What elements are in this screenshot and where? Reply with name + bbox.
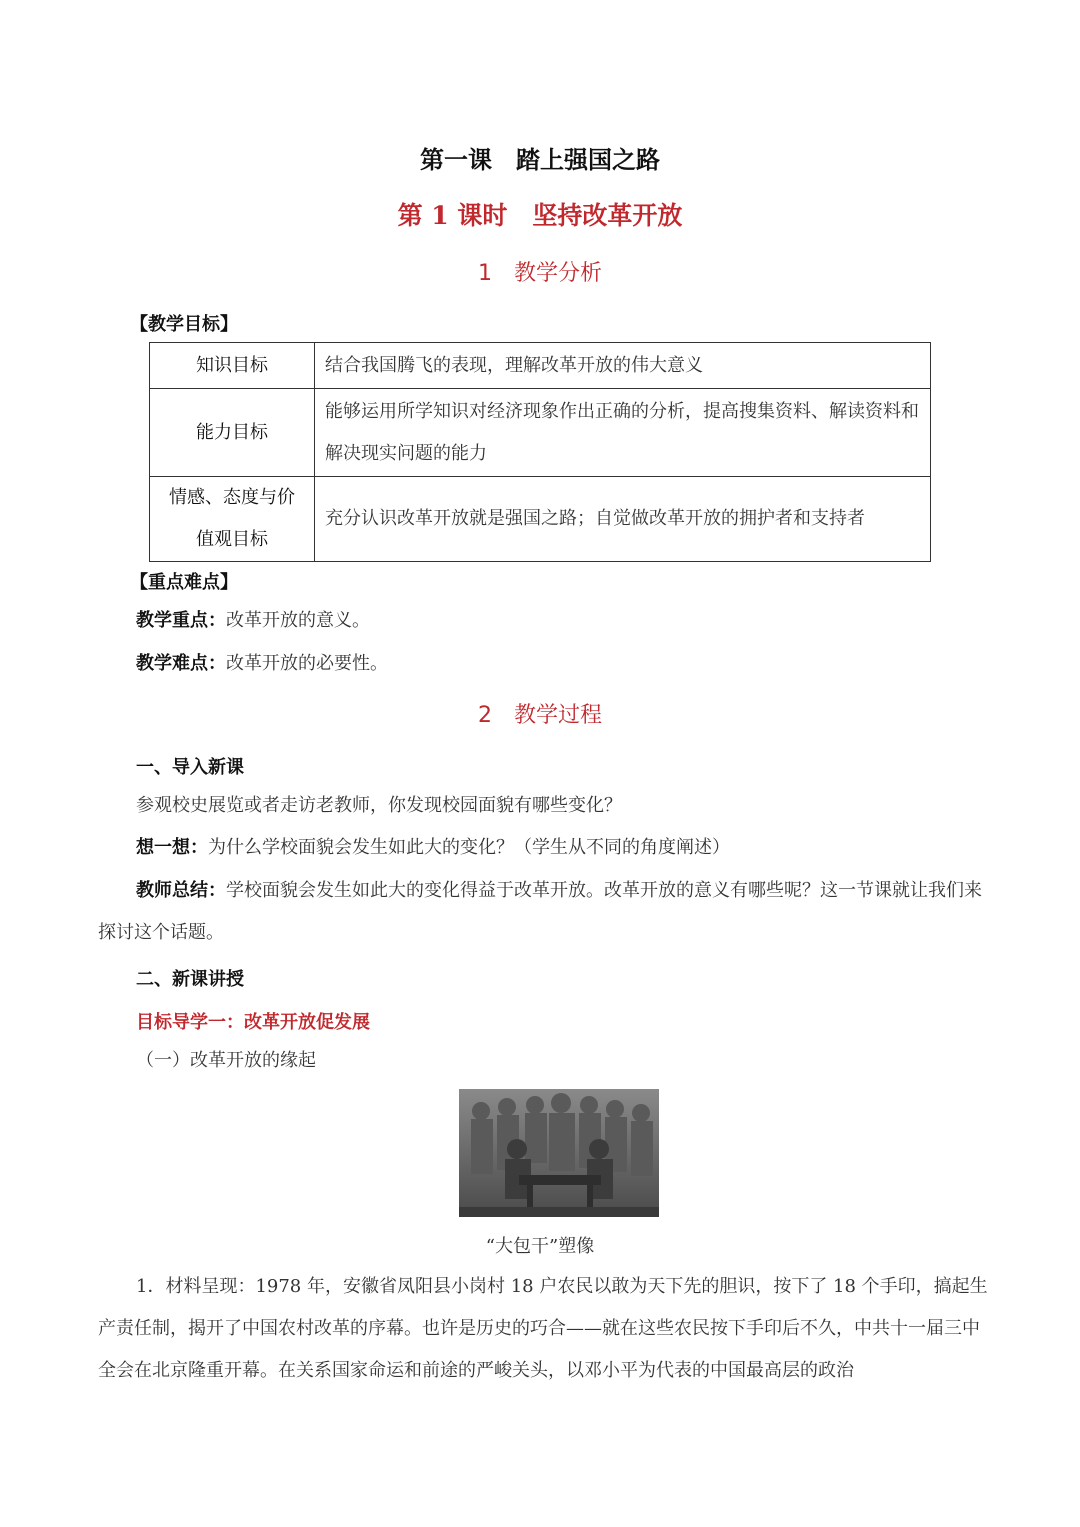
teacher-text: 学校面貌会发生如此大的变化得益于改革开放。改革开放的意义有哪些呢？这一节课就让我们来探讨这个话题。 bbox=[98, 880, 982, 943]
table-row bbox=[150, 389, 931, 477]
section-process-heading: 2 教学过程 bbox=[478, 703, 602, 728]
difficulty-line bbox=[136, 643, 388, 685]
lesson-subtitle: 第 1 课时 坚持改革开放 bbox=[397, 201, 683, 230]
section-analysis-heading: 1 教学分析 bbox=[478, 261, 602, 286]
think-text: 为什么学校面貌会发生如此大的变化？（学生从不同的角度阐述） bbox=[208, 837, 730, 858]
goal-key: 能力目标 bbox=[150, 389, 315, 477]
goal-value: 结合我国腾飞的表现，理解改革开放的伟大意义 bbox=[315, 343, 931, 389]
part2-heading: 二、新课讲授 bbox=[136, 969, 244, 990]
think-line bbox=[136, 827, 730, 869]
intro-line: 参观校史展览或者走访老教师，你发现校园面貌有哪些变化？ bbox=[136, 795, 622, 816]
target1-heading: 目标导学一：改革开放促发展 bbox=[136, 1012, 370, 1033]
table-row bbox=[150, 477, 931, 562]
photo-caption: “大包干”塑像 bbox=[485, 1236, 595, 1257]
goal-key: 知识目标 bbox=[150, 343, 315, 389]
material-paragraph: 1．材料呈现：1978 年，安徽省凤阳县小岗村 18 户农民以敢为天下先的胆识，按下了 18 个手印，搞起生产责任制，揭开了中国农村改革的序幕。也许是历史的巧合——就在这些农民按下手印后不久，中共十一届三中全会在北京隆重开幕。在关系国家命运和前途的严峻关头，以邓小平为代表的中国最高层的政治 bbox=[98, 1276, 988, 1381]
table-row bbox=[150, 343, 931, 389]
difficulty-label: 教学难点： bbox=[136, 653, 226, 674]
focus-text: 改革开放的意义。 bbox=[226, 610, 370, 631]
goals-heading: 【教学目标】 bbox=[130, 314, 238, 335]
dabaogan-statue-photo bbox=[459, 1089, 659, 1217]
lesson-title: 第一课 踏上强国之路 bbox=[420, 146, 660, 174]
teacher-paragraph bbox=[98, 870, 988, 954]
teacher-label: 教师总结： bbox=[136, 880, 226, 901]
focus-label: 教学重点： bbox=[136, 610, 226, 631]
goal-value: 充分认识改革开放就是强国之路；自觉做改革开放的拥护者和支持者 bbox=[315, 477, 931, 562]
focus-line bbox=[136, 600, 370, 642]
sub1-heading: （一）改革开放的缘起 bbox=[136, 1050, 316, 1071]
think-label: 想一想： bbox=[136, 837, 208, 858]
goals-table bbox=[149, 342, 931, 562]
keypoints-heading: 【重点难点】 bbox=[130, 572, 238, 593]
difficulty-text: 改革开放的必要性。 bbox=[226, 653, 388, 674]
part1-heading: 一、导入新课 bbox=[136, 757, 244, 778]
goal-value: 能够运用所学知识对经济现象作出正确的分析，提高搜集资料、解读资料和解决现实问题的能力 bbox=[315, 389, 931, 477]
goal-key: 情感、态度与价值观目标 bbox=[150, 477, 315, 562]
